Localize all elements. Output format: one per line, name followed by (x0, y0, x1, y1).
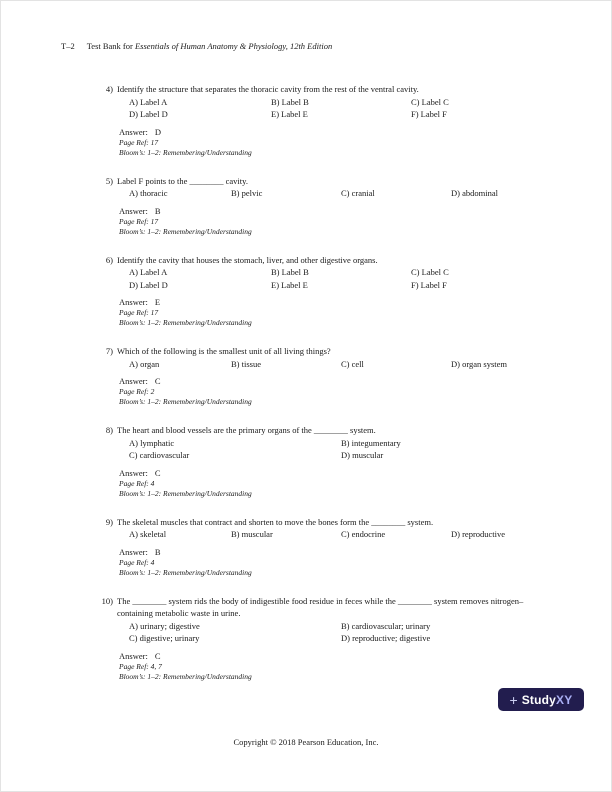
option-item: D) Label D (129, 109, 168, 119)
question-block (61, 345, 554, 407)
option-item: A) skeletal (129, 529, 167, 539)
footer-copyright: Copyright © 2018 Pearson Education, Inc. (233, 737, 379, 747)
plus-icon: + (509, 691, 518, 708)
question-number: 5) (105, 175, 113, 186)
option-item: B) integumentary (341, 437, 401, 448)
answer-line (119, 467, 554, 479)
options-grid (129, 620, 554, 633)
brand-text-study: Study (521, 692, 557, 707)
options-grid (129, 266, 554, 279)
question-line (61, 424, 554, 437)
question-text: Identify the cavity that houses the stomach, liver, and other digestive organs. (117, 254, 378, 265)
option-item: E) Label E (271, 279, 308, 290)
option-item: D) abdominal (451, 188, 498, 198)
answer-value: B (154, 546, 161, 557)
options-grid (129, 632, 554, 645)
question-text: Identify the structure that separates the thoracic cavity from the rest of the ventral cavity. (117, 84, 419, 94)
option-item: B) pelvic (231, 188, 263, 198)
option-item: D) muscular (341, 450, 384, 460)
answer-label: Answer: (119, 467, 148, 478)
question-number: 7) (105, 346, 113, 356)
answer-label: Answer: (119, 205, 148, 216)
option-item: C) digestive; urinary (129, 633, 200, 643)
question-text: Which of the following is the smallest unit of all living things? (117, 346, 331, 356)
option-item: A) lymphatic (129, 437, 175, 448)
page-ref-line: Page Ref: 2 (119, 387, 155, 396)
question-text: Label F points to the ________ cavity. (117, 175, 248, 186)
answer-value: E (154, 297, 161, 307)
question-line (61, 175, 554, 188)
option-item: C) cell (341, 358, 364, 369)
blooms-line: Bloom’s: 1–2: Remembering/Understanding (119, 567, 252, 577)
answer-label: Answer: (119, 376, 148, 386)
blooms-line: Bloom’s: 1–2: Remembering/Understanding (119, 671, 252, 681)
option-item: B) muscular (231, 529, 273, 539)
question-number: 9) (105, 516, 113, 527)
option-item: D) Label D (129, 279, 168, 290)
option-item: A) thoracic (129, 188, 168, 198)
question-line (61, 595, 554, 620)
brand-text-xy: XY (556, 692, 573, 707)
question-block (61, 595, 554, 682)
answer-line (119, 375, 554, 387)
answer-value: D (154, 126, 161, 137)
answer-value: C (154, 650, 161, 661)
option-item: C) cardiovascular (129, 450, 190, 460)
option-item: C) endocrine (341, 529, 386, 539)
blooms-line: Bloom’s: 1–2: Remembering/Understanding (119, 226, 252, 236)
options-grid (129, 279, 554, 292)
page-header (61, 41, 554, 52)
option-item: B) tissue (231, 358, 261, 369)
question-block (61, 83, 554, 158)
answer-line (119, 546, 554, 558)
options-grid (129, 187, 554, 200)
option-item: B) cardiovascular; urinary (341, 620, 431, 631)
question-block (61, 254, 554, 329)
options-grid (129, 108, 554, 121)
option-item: A) Label A (129, 267, 168, 277)
book-title: Essentials of Human Anatomy & Physiology, 12th Edition (134, 41, 333, 51)
option-item: B) Label B (271, 96, 309, 107)
answer-value: C (154, 467, 161, 478)
question-text: The skeletal muscles that contract and shorten to move the bones form the ________ system. (117, 516, 434, 527)
question-block (61, 175, 554, 237)
page-ref-line: Page Ref: 4 (119, 557, 155, 567)
question-text: The ________ system rids the body of indigestible food residue in feces while the ________ system removes nitrogen–containing metabolic waste in urine. (117, 595, 524, 618)
option-item: C) cranial (341, 188, 375, 198)
header-title-prefix: Test Bank for (86, 41, 135, 51)
answer-line (119, 650, 554, 662)
question-number: 10) (101, 595, 113, 606)
question-line (61, 516, 554, 529)
option-item: A) urinary; digestive (129, 620, 200, 631)
options-grid (129, 358, 554, 371)
option-item: A) Label A (129, 96, 168, 107)
answer-line (119, 296, 554, 308)
page-ref-line: Page Ref: 4, 7 (119, 661, 162, 671)
option-item: A) organ (129, 358, 160, 369)
answer-line (119, 126, 554, 138)
option-item: F) Label F (411, 279, 447, 290)
question-text: The heart and blood vessels are the primary organs of the ________ system. (117, 425, 376, 435)
answer-label: Answer: (119, 546, 148, 557)
page-number-label: T–2 (61, 41, 75, 51)
option-item: C) Label C (411, 267, 449, 277)
question-line (61, 254, 554, 267)
question-number: 4) (105, 84, 113, 94)
blooms-line: Bloom’s: 1–2: Remembering/Understanding (119, 318, 252, 327)
answer-value: B (154, 205, 161, 216)
brand-text (522, 693, 573, 707)
answer-label: Answer: (119, 297, 148, 307)
option-item: B) Label B (271, 267, 309, 277)
answer-line (119, 205, 554, 217)
options-grid (129, 437, 554, 450)
options-grid (129, 96, 554, 109)
blooms-line: Bloom’s: 1–2: Remembering/Understanding (119, 147, 252, 157)
option-item: D) reproductive; digestive (341, 633, 431, 643)
page-ref-line: Page Ref: 17 (119, 137, 159, 147)
option-item: F) Label F (411, 109, 447, 119)
questions (61, 83, 554, 699)
option-item: D) reproductive (451, 529, 506, 539)
page-ref-line: Page Ref: 4 (119, 478, 155, 488)
options-grid (129, 449, 554, 462)
question-number: 6) (105, 254, 113, 265)
studyxy-badge (498, 688, 584, 711)
page-ref-line: Page Ref: 17 (119, 216, 159, 226)
blooms-line: Bloom’s: 1–2: Remembering/Understanding (119, 488, 252, 498)
question-line (61, 83, 554, 96)
page-ref-line: Page Ref: 17 (119, 308, 159, 317)
question-number: 8) (105, 425, 113, 435)
option-item: C) Label C (411, 96, 449, 107)
blooms-line: Bloom’s: 1–2: Remembering/Understanding (119, 397, 252, 406)
question-block (61, 424, 554, 499)
question-block (61, 516, 554, 578)
answer-value: C (154, 376, 161, 386)
options-grid (129, 528, 554, 541)
option-item: D) organ system (451, 358, 508, 369)
question-line (61, 345, 554, 358)
answer-label: Answer: (119, 126, 148, 137)
option-item: E) Label E (271, 109, 308, 119)
answer-label: Answer: (119, 650, 148, 661)
